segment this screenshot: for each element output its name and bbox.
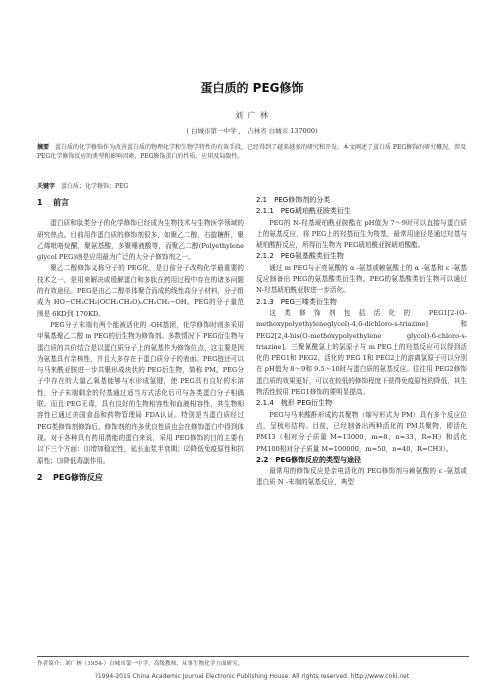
subsection-heading: 2.1.4 梳形 PEG衍生物: [256, 399, 333, 408]
abstract-label: 摘要: [37, 144, 50, 151]
paragraph: 这类修饰剂包括活化的 PEG1[2-(O-methoxypolyethyleneglycol)-4,6-dichloro-s-triazine]和 PEG2[2,4-bis(O-methoxypolyethylene glycol)-6-chloro-s-triazine]。三聚氰酰氯上的氯原子与 m PEG上的羟基反应可以得到活化的 PEG1和 PEG2。活化的 PEG 1和 PEG2上的游离氯原子可以分别在 pH值为 8～9和 9.5～10时与蛋白质的氨基反应。往往用 PEG2修饰蛋白质的效果更好，可以在较低的修饰程度下获得免疫原性的降低，其生物活性较用 PEG1修饰的要明显提高。: [256, 308, 467, 397]
keywords-label: 关键字: [37, 183, 56, 190]
right-column: [256, 195, 467, 489]
abstract-text: 蛋白质的化学修饰作为改善蛋白质的物理化学和生物学特性的有效手段，已经得到了越来越多的研究和开发。本文阐述了蛋白质 PEG修饰的研究概况，涉及 PEG化学修饰反应的类型和影响因素，PEG修饰蛋白的性质、应用及局限性。: [37, 144, 467, 161]
left-column: [37, 192, 244, 483]
section-title: 前言: [53, 198, 69, 207]
subsection-heading: 2.1.3 PEG三嗪类衍生物: [256, 297, 337, 306]
article-title: 蛋白质的 PEG修饰: [200, 81, 304, 95]
copyright-line: ?1994-2015 China Academic Journal Electronic Publishing House. All rights reserved. http://www.cnki.net: [94, 673, 410, 680]
paragraph: 通过 m PEG与正亮氨酸的 α -氨基或赖氨酸上的 α -氨基和 ε -氨基反应制备出 PEG的氨基酸类衍生物。PEG的氨基酸类衍生物可以通过 N-羟基琥珀酰亚胺进一步活化。: [256, 263, 467, 295]
author-name: 刘 广 林: [234, 111, 270, 120]
section-number: 2: [37, 472, 43, 482]
subsection-heading: 2.1 PEG修饰剂的分类: [256, 196, 331, 204]
abstract: [37, 143, 469, 162]
section-heading-intro: [37, 197, 244, 208]
paragraph: 聚乙二醇修饰义称分子的 PEG化，是目前分子改构化学最重要的技术之一，是用来解决或缓解蛋白和多肽在药用过程中存在的诸多问题的有效途径。PEG是由乙二醇单体聚合而成的线性高分子材料，分子组成为 HO−CH₂CH₂(OCH₂CH₂O)ₙCH₂CH₂−OH。PEG的分子量范围是 6KD到 170KD。: [37, 264, 244, 318]
section-number: 1: [37, 198, 43, 207]
section-title: PEG修饰反应: [53, 472, 103, 482]
paragraph: 蛋白质和肽类分子的化学修饰已经成为生物技术与生物医学领域的研究热点。目前用作蛋白质的修饰剂很多，如聚乙二醇，右旋糖酐，聚乙烯吡咯烷酮，聚氨基酸，多聚唾液酸等，而聚乙二醇(Polyethylene glycol PEG)则是应用最为广泛的大分子修饰剂之一。: [37, 219, 244, 262]
subsection-heading: 2.2 PEG修饰反应的类型与途径: [256, 455, 362, 464]
subsection-heading: 2.1.2 PEG氨基酸类衍生物: [256, 252, 344, 261]
paragraph: PEG的 N-羟基琥珀酰亚胺酯在 pH值为 7～9时可以直接与蛋白质上的氨基反应，将 PEG上的羟基衍生为羧基，最常用途径是通过羟基与琥珀酸酐反应，所得衍生物为 PEG琥珀酰亚胺琥珀酸酯。: [256, 218, 467, 250]
paragraph: 最常用的修饰反应是亲电活化的 PEG修饰剂与赖氨酸的 ε -氨基或蛋白质 N -末端的氨基反应，典型: [256, 467, 467, 487]
paragraph: PEG分子末端有两个能被活化的 -OH基团，化学修饰时则多采用甲氧基聚乙二醇 m PEG的衍生物为修饰剂。多数情况下 PEG衍生物与蛋白质的共价结合是以蛋白质分子上的氨基作为修饰位点，这主要是因为氨基具有亲核性，并且大多存在于蛋白质分子的表面。PEG链还可以与马来酰亚胺进一步共聚形成块状的 PEG衍生物，简称 PM。PEG分子中存在的大量乙氧基能够与水形成氢键，使 PEG具有良好的水溶性，分子末端剩余的羟基通过适当方式活化后可与各类蛋白分子相偶联。而且 PEG无毒，具有良好的生物相容性和血液相容性，其生物相容性已通过美国食品和药物管理局 FDA认证。特别是当蛋白质经过 PEG类修饰剂修饰后，修饰剂的许多优良性质也会在修饰蛋白中得到体现。对于各种具有药用潜能的蛋白来说，采用 PEG修饰的目的主要有以下三个方面：⑴增加稳定性，延长血浆半衰期；⑵降低免疫原性和抗原性；⑶降低毒副作用。: [37, 320, 244, 465]
subsection-heading: 2.1.1 PEG琥珀酰亚胺类衍生: [256, 207, 351, 216]
keywords-text: 蛋白质；化学修饰；PEG: [61, 183, 129, 190]
paragraph: PEG与马来酸酐形成的共聚物（缩写形式为 PM）具有多个反应位点，呈梳形结构。目前，已经制备出两种活化的 PM共聚物，即活化 PM13（相对分子质量 M=13000，m=8，n=33，R=H）和活化 PM100相对分子质量 M=100000，m=50，n=40，R=CH3）。: [256, 410, 467, 453]
keywords: [37, 181, 469, 190]
section-heading-peg-reaction: [37, 472, 244, 483]
author-affiliation: ( 白城市第一中学 ， 吉林省 白城市 137000): [186, 127, 318, 135]
author-footnote: 作者简介：刘广林（1954-）白城市第一中学，高级教师，从事生物化学方面研究。: [37, 661, 244, 667]
footnote-divider: [37, 656, 469, 657]
